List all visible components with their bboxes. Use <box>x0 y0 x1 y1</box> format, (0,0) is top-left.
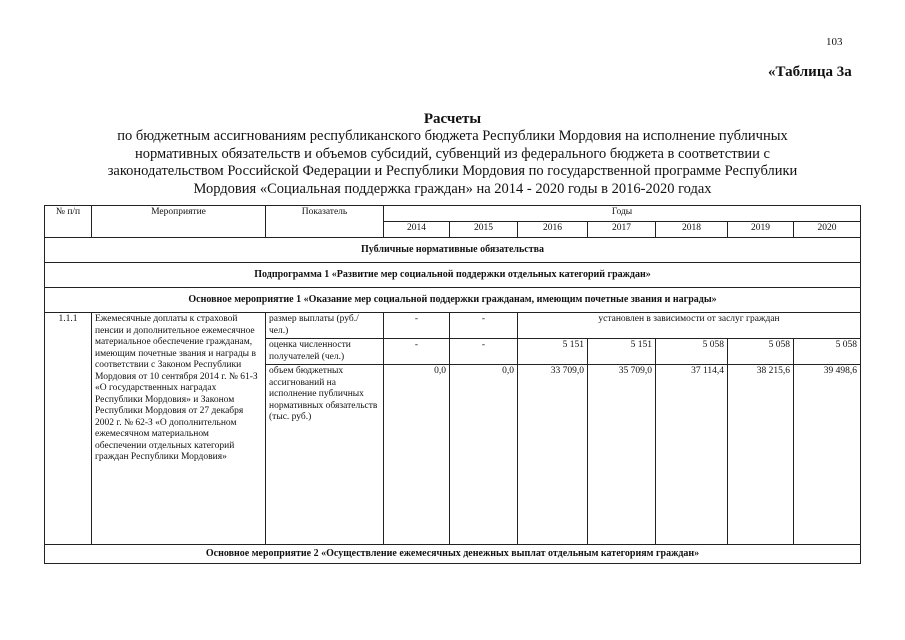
table-row <box>45 313 861 339</box>
value-cell: 35 709,0 <box>588 365 656 545</box>
value-cell: 5 058 <box>794 339 861 365</box>
subtitle-line: Мордовия «Социальная поддержка граждан» на 2014 - 2020 годы в 2016-2020 годах <box>193 180 712 197</box>
header-year: 2017 <box>588 222 656 238</box>
row-number: 1.1.1 <box>45 313 92 545</box>
page-number: 103 <box>826 36 843 48</box>
subtitle-line: законодательством Российской Федерации и Республики Мордовия по государственной программе Республики <box>107 163 798 179</box>
document-subtitle <box>40 128 865 198</box>
section-subprogram-1: Подпрограмма 1 «Развитие мер социальной поддержки отдельных категорий граждан» <box>45 263 861 288</box>
section-row <box>45 238 861 263</box>
value-cell: - <box>450 339 518 365</box>
merged-note: установлен в зависимости от заслуг граждан <box>518 313 861 339</box>
header-years-group: Годы <box>384 206 861 222</box>
table-label: «Таблица 3а <box>768 64 852 80</box>
header-year: 2018 <box>656 222 728 238</box>
section-row <box>45 545 861 564</box>
header-activity: Мероприятие <box>92 206 266 238</box>
value-cell: - <box>384 313 450 339</box>
indicator-recipients: оценка численности получателей (чел.) <box>266 339 384 365</box>
value-cell: 5 151 <box>588 339 656 365</box>
header-year: 2019 <box>728 222 794 238</box>
subtitle-line: нормативных обязательств и объемов субсидий, субвенций из федерального бюджета в соответствии с <box>135 145 770 162</box>
row-description: Ежемесячные доплаты к страховой пенсии и дополнительное ежемесячное материальное обеспечение гражданам, имеющим почетные звания и награды в соответствии с Законом Республики Мордовия от 10 сентября 2014 г. № 61-З «О государственных наградах Республики Мордовия» и Законом Республики Мордовия от 27 декабря 2002 г. № 62-З «О дополнительном ежемесячном материальном обеспечении отдельных категорий граждан Республики Мордовия» <box>92 313 266 545</box>
section-row <box>45 288 861 313</box>
value-cell: 33 709,0 <box>518 365 588 545</box>
header-num: № п/п <box>45 206 92 238</box>
header-year: 2015 <box>450 222 518 238</box>
value-cell: 5 151 <box>518 339 588 365</box>
header-year: 2014 <box>384 222 450 238</box>
document-title: Расчеты <box>423 111 482 127</box>
indicator-payment-size: размер выплаты (руб./ чел.) <box>266 313 384 339</box>
value-cell: 5 058 <box>728 339 794 365</box>
subtitle-line: по бюджетным ассигнованиям республиканского бюджета Республики Мордовия на исполнение публичных <box>117 128 788 144</box>
value-cell: 38 215,6 <box>728 365 794 545</box>
value-cell: 0,0 <box>384 365 450 545</box>
header-indicator: Показатель <box>266 206 384 238</box>
value-cell: 37 114,4 <box>656 365 728 545</box>
section-main-activity-2: Основное мероприятие 2 «Осуществление ежемесячных денежных выплат отдельным категориям граждан» <box>45 545 861 564</box>
value-cell: 0,0 <box>450 365 518 545</box>
indicator-budget-volume: объем бюджетных ассигнований на исполнение публичных нормативных обязательств (тыс. руб.) <box>266 365 384 545</box>
budget-table <box>44 205 861 564</box>
value-cell: 5 058 <box>656 339 728 365</box>
header-row-1 <box>45 206 861 222</box>
section-public-obligations: Публичные нормативные обязательства <box>45 238 861 263</box>
value-cell: 39 498,6 <box>794 365 861 545</box>
section-main-activity-1: Основное мероприятие 1 «Оказание мер социальной поддержки гражданам, имеющим почетные звания и награды» <box>45 288 861 313</box>
value-cell: - <box>384 339 450 365</box>
header-year: 2020 <box>794 222 861 238</box>
value-cell: - <box>450 313 518 339</box>
header-year: 2016 <box>518 222 588 238</box>
section-row <box>45 263 861 288</box>
